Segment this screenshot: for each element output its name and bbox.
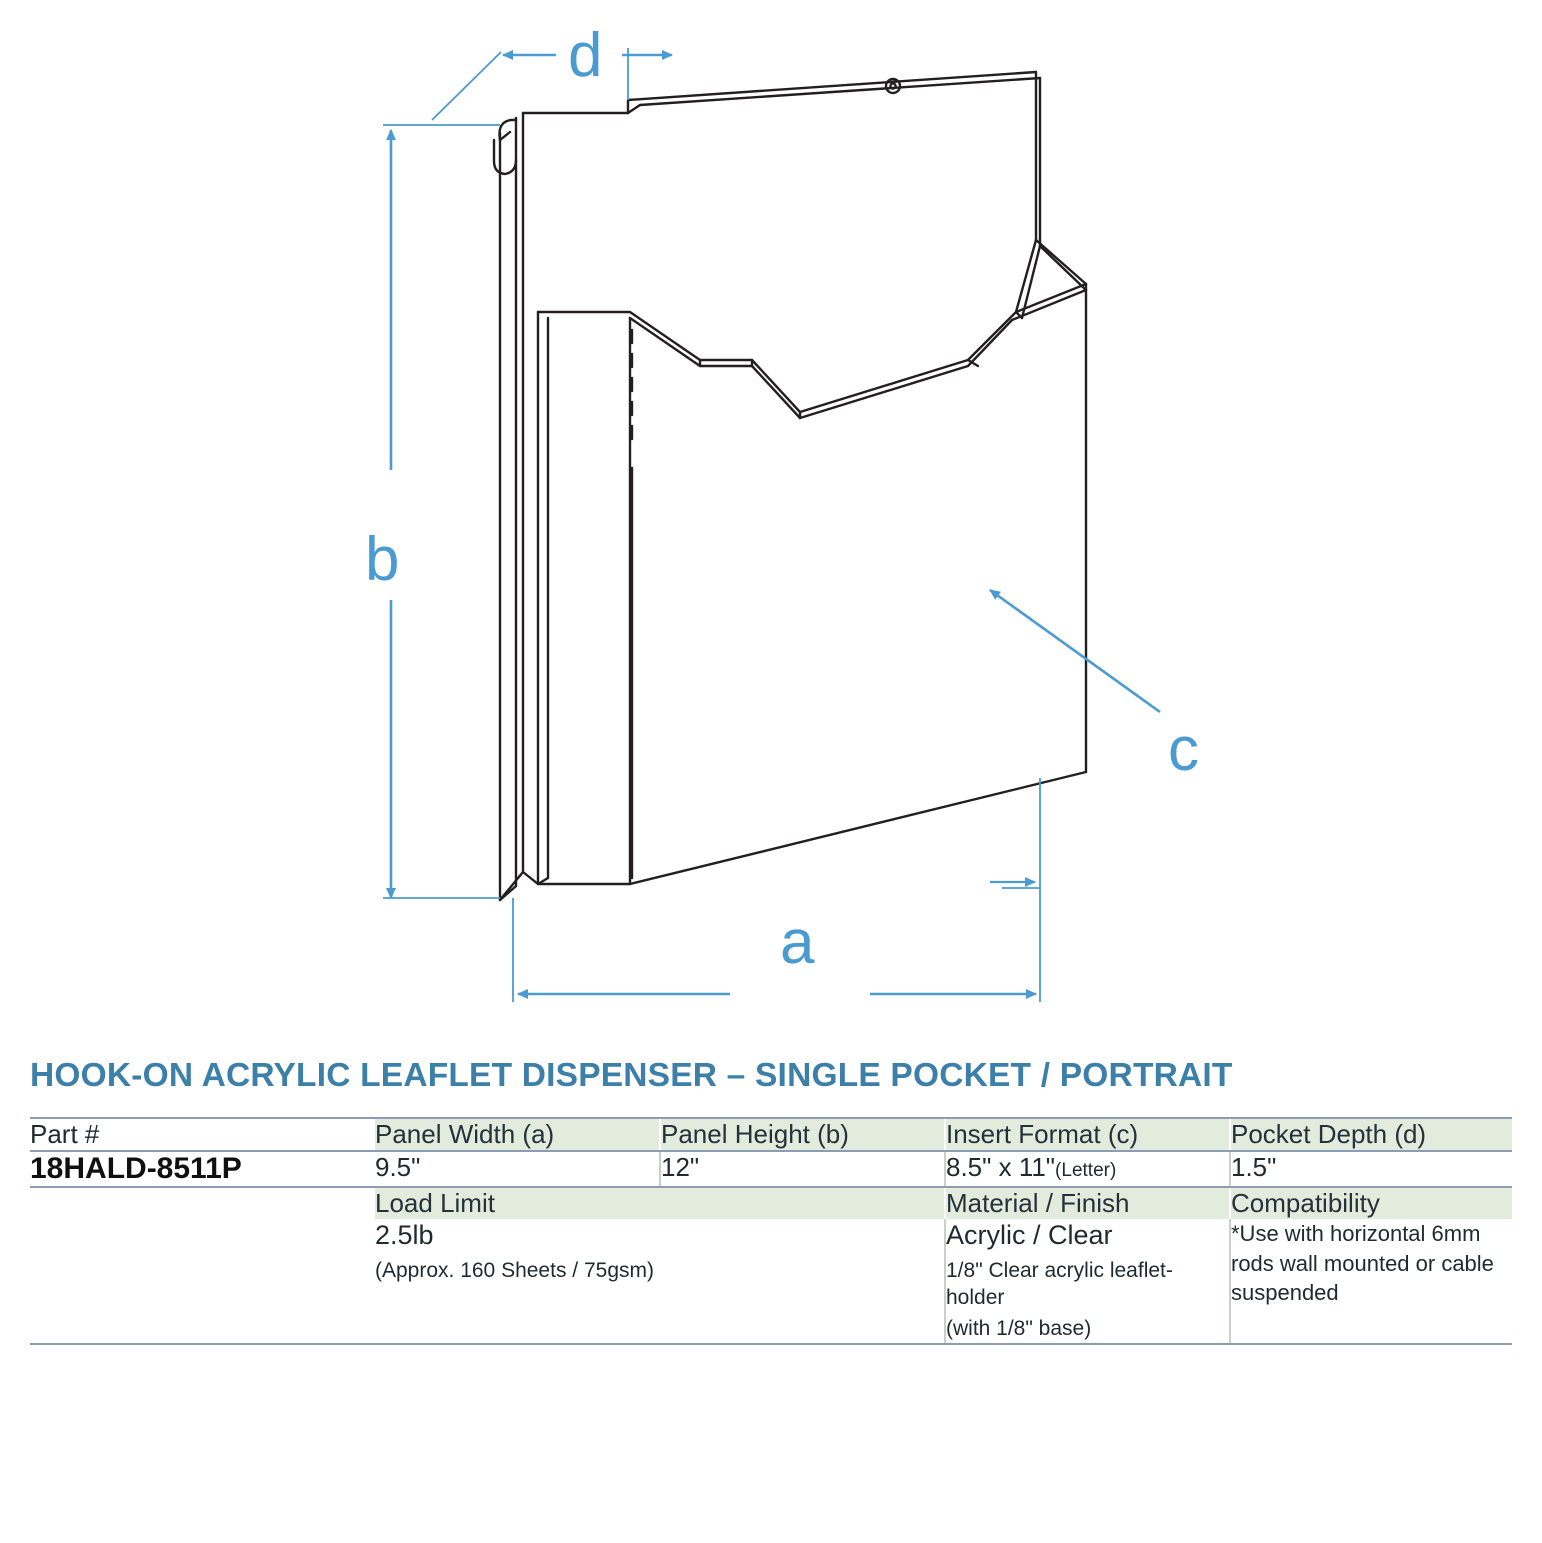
- table-value-row-1: [30, 1151, 1512, 1187]
- table-value-row-2: [30, 1219, 1512, 1344]
- value-compatibility: *Use with horizontal 6mm rods wall mounted or cable suspended: [1230, 1219, 1512, 1344]
- value-material-main: Acrylic / Clear: [946, 1220, 1113, 1250]
- value-insert-format-text: 8.5" x 11": [946, 1152, 1056, 1182]
- dimension-letters: [365, 21, 1199, 977]
- value-load-limit-main: 2.5lb: [375, 1220, 434, 1250]
- value-insert-format: [945, 1151, 1230, 1187]
- table-header-row-1: [30, 1118, 1512, 1151]
- value-panel-width: 9.5": [375, 1151, 660, 1187]
- value-material-sub-2: (with 1/8" base): [946, 1317, 1092, 1341]
- header-panel-height: Panel Height (b): [660, 1118, 945, 1151]
- header-insert-format: Insert Format (c): [945, 1118, 1230, 1151]
- spacer-cell-1: [30, 1187, 375, 1219]
- spec-title: HOOK-ON ACRYLIC LEAFLET DISPENSER – SINGLE POCKET / PORTRAIT: [30, 1057, 1233, 1094]
- header-material-finish: Material / Finish: [945, 1187, 1230, 1219]
- label-b: b: [365, 525, 400, 594]
- value-material-finish: [945, 1219, 1230, 1344]
- header-compatibility: Compatibility: [1230, 1187, 1512, 1219]
- header-pocket-depth: Pocket Depth (d): [1230, 1118, 1512, 1151]
- table-header-row-2: [30, 1187, 1512, 1219]
- dispenser-outline: [494, 72, 1086, 900]
- header-load-limit: Load Limit: [375, 1187, 945, 1219]
- value-panel-height: 12": [660, 1151, 945, 1187]
- header-panel-width: Panel Width (a): [375, 1118, 660, 1151]
- part-label: Part #: [30, 1118, 375, 1151]
- value-insert-format-note: (Letter): [1055, 1160, 1117, 1181]
- value-material-sub-1: 1/8" Clear acrylic leaflet-holder: [946, 1258, 1173, 1310]
- specification-table: [30, 1117, 1512, 1345]
- label-a: a: [780, 908, 815, 977]
- value-load-limit-sub: (Approx. 160 Sheets / 75gsm): [375, 1258, 654, 1282]
- spacer-cell-2: [30, 1219, 375, 1344]
- label-c: c: [1168, 715, 1199, 784]
- value-pocket-depth: 1.5": [1230, 1151, 1512, 1187]
- value-load-limit: [375, 1219, 945, 1344]
- label-d: d: [568, 21, 603, 90]
- part-number: 18HALD-8511P: [30, 1151, 375, 1187]
